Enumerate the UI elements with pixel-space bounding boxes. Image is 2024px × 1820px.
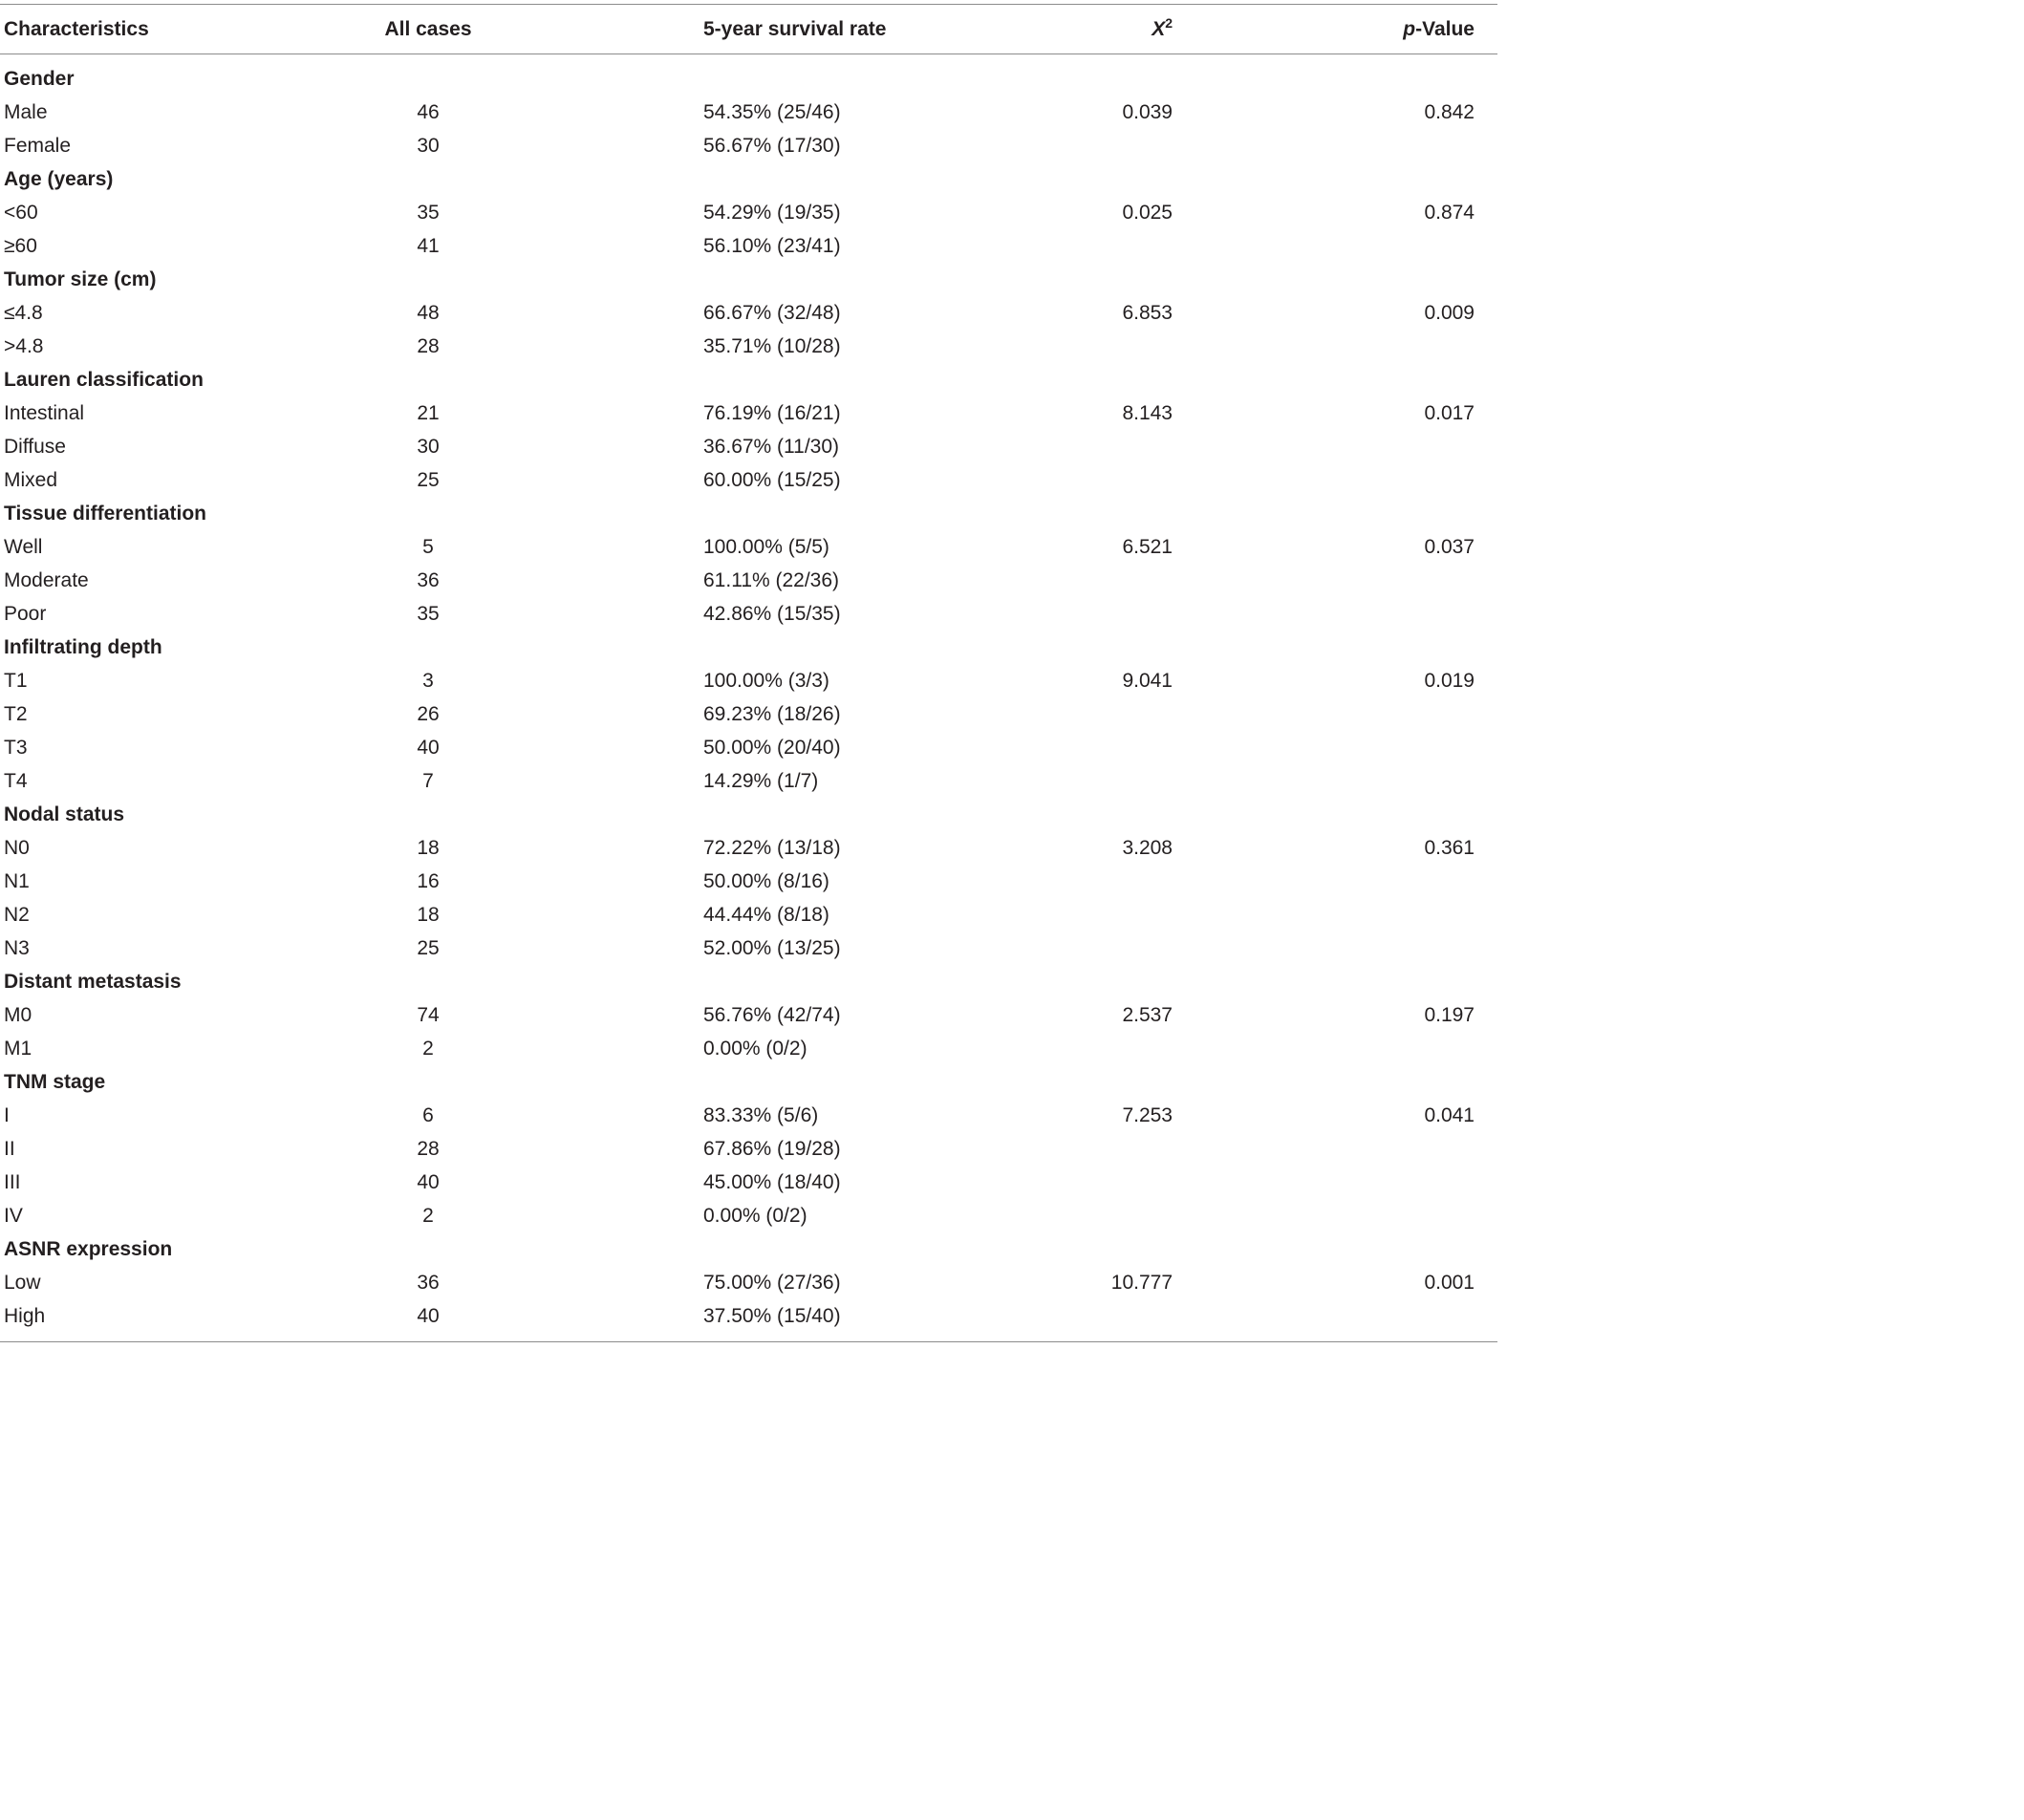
cell-survival-rate: 0.00% (0/2) [703,1205,807,1227]
group-label: Tumor size (cm) [4,268,157,290]
row-label: III [4,1171,21,1193]
cell-survival-rate: 56.67% (17/30) [703,135,841,157]
cell-p-value: 0.001 [1424,1272,1475,1294]
row-label: Poor [4,603,47,625]
cell-p-value: 0.842 [1424,101,1475,123]
table-row [0,865,1497,898]
cell-chi-square: 6.853 [1122,302,1173,324]
cell-all-cases: 46 [417,101,440,123]
row-label: M1 [4,1038,32,1060]
table-row [0,129,1497,162]
header-p-prefix: p [1403,18,1416,40]
table-row [0,564,1497,597]
table-row [0,96,1497,129]
cell-p-value: 0.009 [1424,302,1475,324]
row-label: IV [4,1205,23,1227]
cell-survival-rate: 83.33% (5/6) [703,1104,819,1126]
group-row [0,1232,1497,1266]
cell-survival-rate: 76.19% (16/21) [703,402,841,424]
cell-survival-rate: 45.00% (18/40) [703,1171,841,1193]
cell-survival-rate: 100.00% (5/5) [703,536,829,558]
table-row [0,697,1497,731]
cell-all-cases: 25 [417,469,440,491]
row-label: ≥60 [4,235,37,257]
table-row [0,1166,1497,1199]
table-row [0,463,1497,497]
row-label: II [4,1138,15,1160]
cell-chi-square: 7.253 [1122,1104,1173,1126]
cell-all-cases: 35 [417,603,440,625]
cell-all-cases: 26 [417,703,440,725]
cell-all-cases: 28 [417,335,440,357]
cell-survival-rate: 61.11% (22/36) [703,569,840,591]
cell-survival-rate: 35.71% (10/28) [703,335,841,357]
row-label: T2 [4,703,28,725]
row-label: N2 [4,904,30,926]
cell-all-cases: 16 [417,870,440,892]
cell-all-cases: 40 [417,1305,440,1327]
cell-p-value: 0.361 [1424,837,1475,859]
row-label: Mixed [4,469,58,491]
table-row [0,229,1497,263]
row-label: N3 [4,937,30,959]
cell-all-cases: 3 [422,670,434,692]
cell-survival-rate: 52.00% (13/25) [703,937,841,959]
table-row [0,1099,1497,1132]
cell-chi-square: 0.039 [1122,101,1173,123]
cell-survival-rate: 60.00% (15/25) [703,469,841,491]
cell-survival-rate: 67.86% (19/28) [703,1138,841,1160]
cell-survival-rate: 50.00% (20/40) [703,737,841,759]
row-label: T4 [4,770,28,792]
group-row [0,631,1497,664]
cell-survival-rate: 0.00% (0/2) [703,1038,807,1060]
cell-all-cases: 36 [417,569,440,591]
cell-all-cases: 48 [417,302,440,324]
cell-survival-rate: 14.29% (1/7) [703,770,819,792]
group-label: Distant metastasis [4,971,182,993]
table-row [0,196,1497,229]
bottom-rule [0,1341,1497,1342]
group-row [0,497,1497,530]
row-label: Moderate [4,569,89,591]
cell-p-value: 0.874 [1424,202,1475,224]
top-rule [0,4,1497,5]
cell-chi-square: 6.521 [1122,536,1173,558]
cell-p-value: 0.041 [1424,1104,1475,1126]
header-all-cases: All cases [384,18,472,40]
cell-all-cases: 2 [422,1038,434,1060]
cell-all-cases: 6 [422,1104,434,1126]
group-row [0,798,1497,831]
table-row [0,296,1497,330]
table-row [0,664,1497,697]
cell-survival-rate: 36.67% (11/30) [703,436,840,458]
row-label: Male [4,101,48,123]
group-label: Infiltrating depth [4,636,162,658]
table-row [0,931,1497,965]
header-p-suffix: -Value [1415,18,1475,40]
group-label: ASNR expression [4,1238,173,1260]
cell-chi-square: 10.777 [1110,1272,1173,1294]
cell-survival-rate: 56.10% (23/41) [703,235,841,257]
table-row [0,597,1497,631]
group-label: Age (years) [4,168,114,190]
group-row [0,162,1497,196]
cell-all-cases: 30 [417,135,440,157]
cell-survival-rate: 72.22% (13/18) [703,837,841,859]
group-label: Lauren classification [4,369,204,391]
table-row [0,731,1497,764]
row-label: T3 [4,737,28,759]
cell-all-cases: 18 [417,837,440,859]
cell-survival-rate: 50.00% (8/16) [703,870,829,892]
table-row [0,898,1497,931]
table-row [0,1199,1497,1232]
group-row [0,1065,1497,1099]
cell-all-cases: 74 [417,1004,440,1026]
row-label: T1 [4,670,28,692]
group-label: Nodal status [4,803,125,825]
cell-chi-square: 0.025 [1122,202,1173,224]
cell-p-value: 0.037 [1424,536,1475,558]
header-row [0,12,1497,46]
group-row [0,62,1497,96]
row-label: N0 [4,837,30,859]
row-label: Intestinal [4,402,85,424]
cell-all-cases: 21 [417,402,440,424]
row-label: M0 [4,1004,32,1026]
cell-all-cases: 7 [422,770,434,792]
group-row [0,363,1497,396]
cell-survival-rate: 37.50% (15/40) [703,1305,841,1327]
table-row [0,1299,1497,1333]
cell-all-cases: 25 [417,937,440,959]
table-row [0,764,1497,798]
cell-chi-square: 8.143 [1122,402,1173,424]
cell-chi-square: 3.208 [1122,837,1173,859]
row-label: Diffuse [4,436,66,458]
cell-all-cases: 5 [422,536,434,558]
cell-all-cases: 40 [417,1171,440,1193]
cell-p-value: 0.197 [1424,1004,1475,1026]
cell-all-cases: 2 [422,1205,434,1227]
table-row [0,1132,1497,1166]
group-row [0,263,1497,296]
cell-survival-rate: 42.86% (15/35) [703,603,841,625]
group-label: Gender [4,68,75,90]
header-survival-rate: 5-year survival rate [703,18,887,40]
cell-p-value: 0.017 [1424,402,1475,424]
table-row [0,430,1497,463]
row-label: Female [4,135,72,157]
cell-survival-rate: 56.76% (42/74) [703,1004,841,1026]
row-label: High [4,1305,46,1327]
cell-chi-square: 2.537 [1122,1004,1173,1026]
cell-p-value: 0.019 [1424,670,1475,692]
cell-survival-rate: 44.44% (8/18) [703,904,829,926]
group-label: TNM stage [4,1071,106,1093]
cell-all-cases: 40 [417,737,440,759]
row-label: Low [4,1272,41,1294]
cell-all-cases: 41 [417,235,440,257]
group-label: Tissue differentiation [4,503,206,525]
cell-chi-square: 9.041 [1122,670,1173,692]
row-label: I [4,1104,10,1126]
row-label: <60 [4,202,38,224]
cell-all-cases: 30 [417,436,440,458]
header-chi-base: X [1152,18,1166,40]
cell-all-cases: 18 [417,904,440,926]
header-chi-square [1152,12,1173,46]
cell-survival-rate: 75.00% (27/36) [703,1272,841,1294]
cell-survival-rate: 69.23% (18/26) [703,703,841,725]
cell-survival-rate: 66.67% (32/48) [703,302,841,324]
table-row [0,1032,1497,1065]
cell-all-cases: 35 [417,202,440,224]
cell-all-cases: 28 [417,1138,440,1160]
table-row [0,530,1497,564]
header-characteristics: Characteristics [4,18,149,40]
header-chi-sup: 2 [1165,15,1173,31]
cell-survival-rate: 100.00% (3/3) [703,670,829,692]
row-label: Well [4,536,43,558]
table-row [0,330,1497,363]
table-row [0,1266,1497,1299]
table-row [0,998,1497,1032]
row-label: ≤4.8 [4,302,43,324]
header-p-value [1403,12,1475,46]
table-row [0,396,1497,430]
cell-survival-rate: 54.35% (25/46) [703,101,841,123]
row-label: >4.8 [4,335,44,357]
table-row [0,831,1497,865]
row-label: N1 [4,870,30,892]
cell-all-cases: 36 [417,1272,440,1294]
cell-survival-rate: 54.29% (19/35) [703,202,841,224]
group-row [0,965,1497,998]
